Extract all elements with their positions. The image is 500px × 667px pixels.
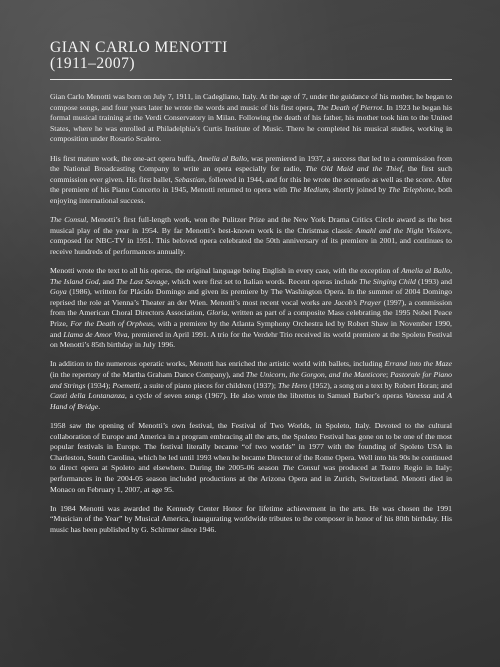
work-title: A Hand of Bridge <box>50 391 452 411</box>
text-run: , a cycle of seven songs (1967). He also wrote the librettos to Samuel Barber’s operas <box>124 391 406 401</box>
work-title: The Old Maid and the Thief <box>305 164 402 174</box>
text-run: , and <box>98 276 116 286</box>
work-title: Gloria <box>206 308 228 318</box>
work-title: Jacob’s Prayer <box>333 297 382 307</box>
text-run: (1934); <box>85 380 113 390</box>
work-title: Goya <box>50 287 67 297</box>
biography-page <box>50 40 452 544</box>
bio-paragraph-6 <box>50 421 452 495</box>
work-title: The Medium <box>289 185 329 195</box>
text-run: , <box>450 266 452 276</box>
title-years: (1911–2007) <box>50 55 135 72</box>
work-title: Poemetti <box>112 380 140 390</box>
work-title: Amelia al Ballo <box>401 266 451 276</box>
page-title <box>50 40 452 72</box>
work-title: The Island God <box>50 276 99 286</box>
work-title: The Last Savage <box>115 276 168 286</box>
text-run: Gian Carlo Menotti was born on July 7, 1911, in Cadegliano, Italy. At the age of 7, under the guidance of his mother, he began to compose songs, and four years later he wrote the words and music of his first opera, <box>50 92 452 112</box>
text-run: , was premiered in 1937, a success that led to a commission from the National Broadcasting Company to write an opera especially for radio, <box>50 153 453 174</box>
text-run: (1952), a song on a text by Robert Horan; and <box>307 380 453 390</box>
text-run: , premiered in April 1991. A trio for the Verdehr Trio received its world premiere at the Spoleto Festival on Menotti’s 85th birthday in July 1996. <box>50 329 452 350</box>
text-run: (1993) and <box>415 276 452 286</box>
bio-paragraph-5 <box>50 359 452 412</box>
work-title: Vanessa <box>405 391 431 401</box>
text-run: Menotti wrote the text to all his operas, the original language being English in every case, with the exception of <box>50 266 402 276</box>
bio-paragraph-4 <box>50 266 452 351</box>
bio-paragraph-1 <box>50 92 452 145</box>
work-title: Amahl and the Night Visitors <box>355 225 451 235</box>
work-title: The Death of Pierrot <box>316 102 383 112</box>
title-name: GIAN CARLO MENOTTI <box>50 39 228 56</box>
text-run: , with a premiere by the Atlanta Symphony Orchestra led by Robert Shaw in November 1990, and <box>50 319 452 339</box>
work-title: Pastorale for Piano and Strings <box>50 370 452 390</box>
biography-body <box>50 92 452 536</box>
text-run: (in the repertory of the Martha Graham Dance Company), and <box>50 370 246 380</box>
work-title: The Telephone <box>388 185 434 195</box>
text-run: , shortly joined by <box>328 185 389 195</box>
text-run: , Menotti’s first full-length work, won the Pulitzer Prize and the New York Drama Critics Circle award as the best musical play of the year in 1954. By far Menotti’s best-known work is the Christmas classic <box>50 215 452 235</box>
bio-paragraph-2 <box>50 154 452 207</box>
title-divider <box>50 79 452 80</box>
text-run: In 1984 Menotti was awarded the Kennedy Center Honor for lifetime achievement in the arts. He was chosen the 1991 “Musician of the Year” by Musical America, inaugurating worldwide tributes to the composer in honor of his 80th birthday. His music has been published by G. Schirmer since 1946. <box>50 503 452 534</box>
work-title: Amelia al Ballo <box>197 153 248 163</box>
work-title: For the Death of Orpheus <box>70 319 154 329</box>
text-run: , written as part of a composite Mass celebrating the 1995 Nobel Peace Prize, <box>50 308 452 329</box>
text-run: . <box>98 401 101 411</box>
text-run: and <box>430 391 448 401</box>
work-title: The Singing Child <box>359 276 416 286</box>
text-run: , a suite of piano pieces for children (1937); <box>139 380 278 390</box>
work-title: Canti della Lontananza <box>50 391 125 401</box>
work-title: The Hero <box>277 380 308 390</box>
text-run: , composed for NBC-TV in 1951. This beloved opera celebrated the 50th anniversary of its premiere in 2001, and continues to receive hundreds of performances annually. <box>50 225 452 256</box>
text-run: was produced at Teatro Regio in Italy; performances in the 2004-05 season included productions at the Arizona Opera and in Zurich, Switzerland. Menotti died in Monaco on February 1, 2007, at age 95. <box>50 463 453 494</box>
bio-paragraph-7 <box>50 504 452 536</box>
bio-paragraph-3 <box>50 215 452 257</box>
work-title: The Unicorn, the Gorgon, and the Manticore <box>245 370 386 380</box>
text-run: , the first such commission ever given. His first ballet, <box>50 164 452 184</box>
text-run: 1958 saw the opening of Menotti’s own festival, the Festival of Two Worlds, in Spoleto, Italy. Devoted to the cultural collaboration of Europe and America in a program embracing all the arts, the Spoleto Festival has gone on to be one of the most popular festivals in Europe. The festival literally became “of two worlds” in 1977 with the founding of Spoleto USA in Charleston, South Carolina, which he led until 1993 when he became Director of the Rome Opera. Well into his 90s he continued to direct opera at Spoleto and elsewhere. During the 2005-06 season <box>50 421 452 473</box>
text-run: , which were first set to Italian words. Recent operas include <box>167 276 360 286</box>
text-run: . In 1923 he began his formal musical training at the Verdi Conservatory in Milan. Following the death of his father, his mother took him to the United States, where he was enrolled at Philadelphia’s Curtis Institute of Music. There he completed his musical studies, working in composition under Rosario Scalero. <box>50 102 452 144</box>
text-run: (1997), a commission from the American Choral Directors Association, <box>50 297 453 318</box>
text-run: ; <box>385 370 391 380</box>
work-title: The Consul <box>282 463 320 473</box>
text-run: , followed in 1944, and for this he wrote the scenario as well as the score. After the premiere of his Piano Concerto in 1945, Menotti returned to opera with <box>50 174 452 195</box>
work-title: The Consul <box>50 215 87 225</box>
work-title: Llama de Amor Viva <box>63 329 128 339</box>
text-run: (1986), written for Plácido Domingo and given its premiere by The Washington Opera. In the summer of 2004 Domingo reprised the role at Vienna’s Theater an der Wien. Menotti’s most recent vocal works are <box>50 287 452 307</box>
work-title: Errand into the Maze <box>384 359 452 369</box>
text-run: In addition to the numerous operatic works, Menotti has enriched the artistic world with ballets, including <box>50 359 385 369</box>
work-title: Sebastian <box>174 174 205 184</box>
text-run: , both enjoying international success. <box>50 185 452 205</box>
text-run: His first mature work, the one-act opera buffa, <box>50 153 198 163</box>
